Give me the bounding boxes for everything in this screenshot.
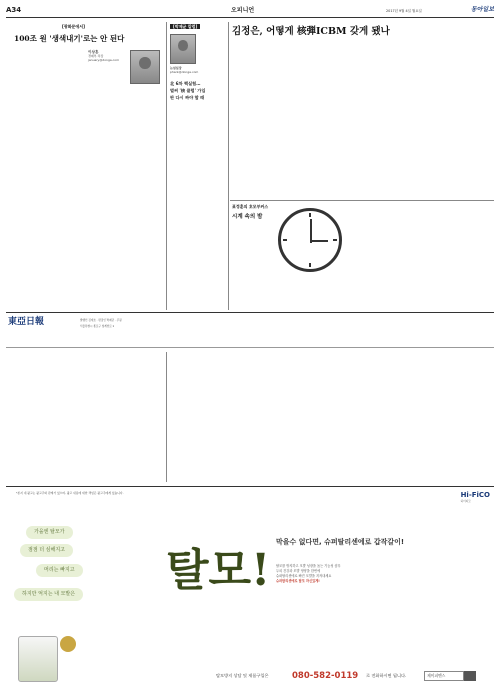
clock-tick <box>309 213 311 217</box>
article-body-col2 <box>232 44 494 196</box>
column-kicker: 표정훈의 호모부커스 <box>232 204 269 209</box>
masthead-info: 발행인 김재호 · 편집인 박제균 · 주필 <box>80 319 122 322</box>
byline-name: 논설실장 <box>170 66 182 70</box>
phone-number[interactable]: 080-582-0119 <box>292 671 359 681</box>
call-label: 탈모방지 상담 및 제품구입은 <box>216 673 269 678</box>
product-image <box>18 636 58 682</box>
byline-role: 경제부 차장 <box>88 54 104 58</box>
brand-logo: 동아일보 <box>470 6 494 13</box>
ad-copy-line: 탈모를 방지하고 모발 성장을 돕는 기능성 샴푸 <box>276 564 341 568</box>
page-header <box>6 4 494 18</box>
clock-tick <box>283 239 287 241</box>
column-headline: 김정은, 어떻게 核弾ICBM 갖게 됐나 <box>232 26 390 37</box>
clock-illustration <box>278 208 342 272</box>
clock-tick <box>309 263 311 267</box>
ad-copy-line: 슈퍼탈리센에로 빠진 모발을 지켜내세요 <box>276 574 332 578</box>
advertiser-logo-sub: 하이피코 <box>460 500 471 503</box>
search-icon[interactable] <box>464 671 476 681</box>
column-kicker: [광화문에서] <box>62 24 85 29</box>
subhead: 판 다시 짜야 할 때 <box>170 95 205 100</box>
advertisement <box>6 518 494 688</box>
ad-notice-text: *본지 내 광고는 광고주와 관계가 있으며, 광고 내용에 대한 책임은 광고주에게 있습니다. <box>16 491 124 495</box>
column-divider <box>228 22 229 310</box>
author-photo <box>170 34 196 64</box>
masthead <box>6 312 494 348</box>
search-box[interactable]: 제이피엔스 <box>424 671 464 681</box>
byline-email: phark@donga.com <box>170 70 199 74</box>
clock-tick <box>333 239 337 241</box>
article-body-col3 <box>350 204 494 310</box>
byline-email: january@donga.com <box>88 58 120 62</box>
column-divider <box>166 22 167 310</box>
ad-bubble: 가을엔 탈모가 <box>26 526 73 539</box>
issue-date: 2017년 9월 4일 월요일 <box>386 9 422 13</box>
masthead-info: 서울특별시 종로구 청계천로 1 <box>80 325 115 328</box>
award-badge-icon <box>60 636 76 652</box>
ad-notice-bar <box>6 486 494 516</box>
section-title: 오피니언 <box>231 7 255 14</box>
ad-highlight: 슈퍼탈리센에로 탈모 자신있게! <box>276 579 320 583</box>
section-divider <box>230 200 494 201</box>
byline-col2 <box>170 66 222 74</box>
column-divider <box>166 352 167 482</box>
byline-col1 <box>88 50 128 62</box>
article-body-lower-right <box>170 352 494 482</box>
ad-copy-line: 두피 건강과 모발 영양을 한번에 <box>276 569 321 573</box>
subhead: 벌써 '核 클럽' 가입 <box>170 88 206 93</box>
ad-call-bar <box>216 670 494 684</box>
author-photo <box>130 50 160 84</box>
article-body-col1a <box>10 50 82 310</box>
byline-name: 이상훈 <box>88 50 99 54</box>
ad-bubble: 하지만 억지는 내 모발은 <box>14 588 83 601</box>
advertiser-logo <box>461 491 490 503</box>
ad-bubble: 점점 더 심해지고 <box>20 544 73 557</box>
ad-headline-big: 탈모! <box>166 545 271 596</box>
column-headline: 100조 원 '생색내기'로는 안 된다 <box>14 34 125 43</box>
page-number: A34 <box>6 6 22 14</box>
clock-minute-hand <box>310 240 328 242</box>
ad-headline: 막을수 없다면, 슈퍼탈리센에로 갑작갈이! <box>276 538 405 546</box>
ad-copy <box>276 564 486 584</box>
subhead-group <box>170 80 226 101</box>
masthead-brand: 東亞日報 <box>8 317 45 327</box>
subhead: 北 6차 핵실험… <box>170 81 201 86</box>
advertiser-logo-text: Hi-FiCO <box>460 491 490 499</box>
article-body-lower-left <box>10 352 162 482</box>
ad-bubble: 머리는 빠지고 <box>36 564 83 577</box>
call-tail: 로 전화하시면 됩니다. <box>366 673 407 678</box>
column-headline: 시계 속의 밤 <box>232 214 263 220</box>
column-kicker: [박제균 칼럼] <box>170 24 200 29</box>
